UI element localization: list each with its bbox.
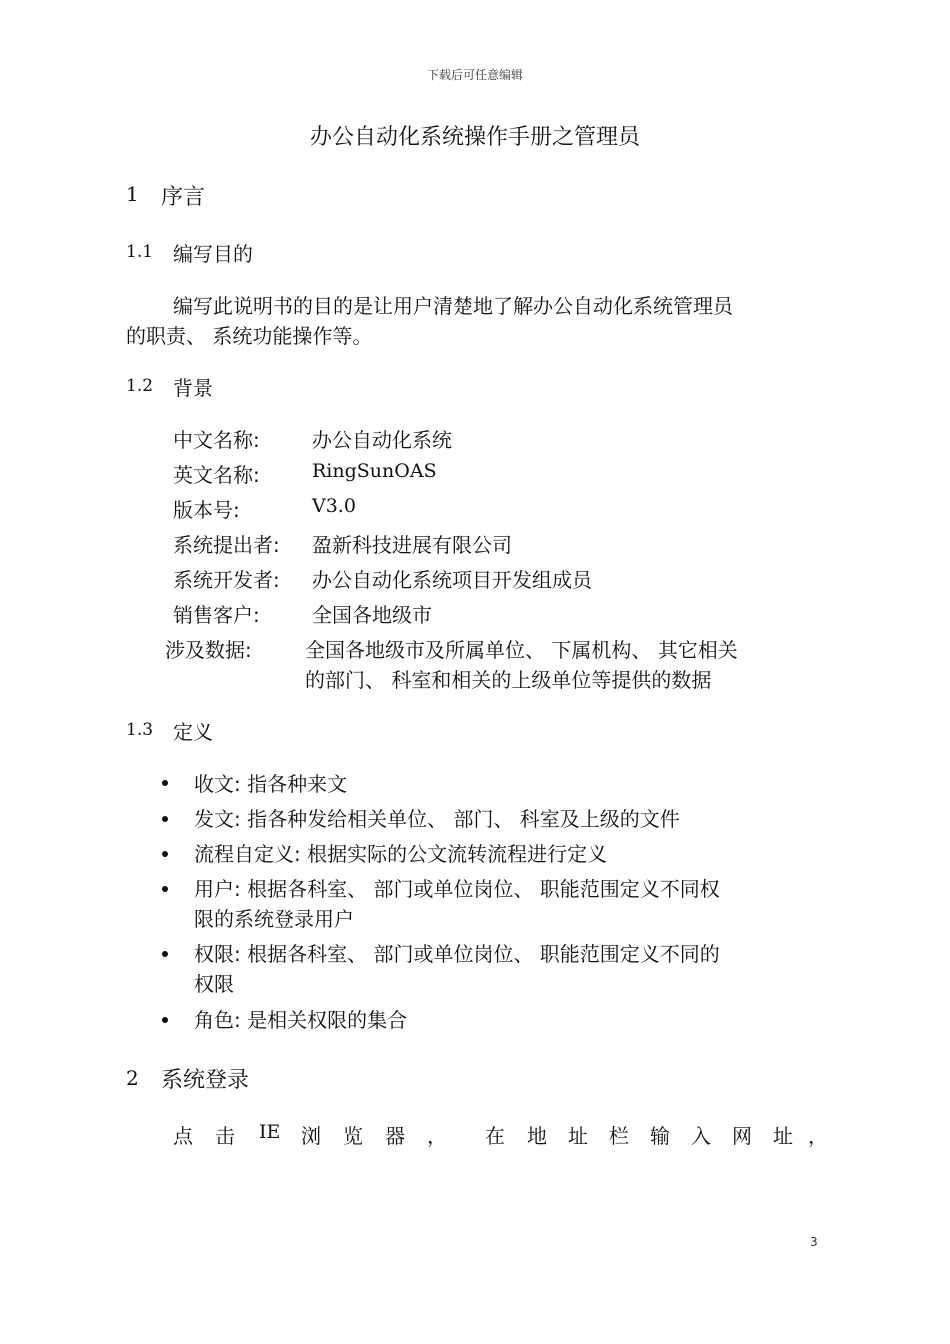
login-instruction-char: 址 — [568, 1124, 588, 1148]
section-1-2-number: 1.2 — [126, 376, 154, 396]
background-label: 系统开发者: — [173, 568, 280, 592]
background-value: 盈新科技进展有限公司 — [312, 533, 512, 557]
header-note: 下载后可任意编辑 — [426, 68, 523, 82]
background-value: 办公自动化系统项目开发组成员 — [312, 568, 592, 592]
data-involved-label: 涉及数据: — [165, 638, 252, 662]
login-instruction-char: 输 — [650, 1124, 670, 1148]
bullet-icon — [162, 816, 168, 822]
login-instruction-char: 览 — [343, 1124, 363, 1148]
bullet-icon — [162, 851, 168, 857]
login-instruction-char: IE — [259, 1121, 281, 1143]
login-instruction-char: 入 — [691, 1124, 711, 1148]
login-instruction-char: 点 — [173, 1124, 193, 1148]
purpose-paragraph-line-1: 编写此说明书的目的是让用户清楚地了解办公自动化系统管理员 — [173, 294, 733, 318]
section-1-3-number: 1.3 — [126, 720, 154, 740]
section-1-2-title: 背景 — [173, 376, 213, 400]
login-instruction-char: 址 — [773, 1124, 793, 1148]
definition-item-continuation: 权限 — [194, 972, 234, 996]
login-instruction-char: 浏 — [301, 1124, 321, 1148]
login-instruction-char: 栏 — [609, 1124, 629, 1148]
purpose-paragraph-line-2: 的职责、 系统功能操作等。 — [126, 324, 373, 348]
definition-item: 角色: 是相关权限的集合 — [194, 1008, 408, 1032]
definition-item: 用户: 根据各科室、 部门或单位岗位、 职能范围定义不同权 — [194, 877, 720, 901]
login-instruction-char: 击 — [215, 1124, 235, 1148]
definition-item-continuation: 限的系统登录用户 — [194, 907, 354, 931]
data-involved-line-2: 的部门、 科室和相关的上级单位等提供的数据 — [305, 668, 712, 692]
document-title: 办公自动化系统操作手册之管理员 — [309, 125, 640, 150]
background-label: 销售客户: — [173, 603, 260, 627]
section-2-number: 2 — [126, 1066, 139, 1090]
section-1-1-title: 编写目的 — [173, 242, 253, 266]
section-1-number: 1 — [126, 182, 139, 206]
login-instruction-char: 器 — [385, 1124, 405, 1148]
background-value: 办公自动化系统 — [312, 428, 452, 452]
background-label: 版本号: — [173, 498, 240, 522]
section-1-1-number: 1.1 — [126, 242, 154, 262]
data-involved-line-1: 全国各地级市及所属单位、 下属机构、 其它相关 — [305, 638, 738, 662]
background-label: 英文名称: — [173, 463, 260, 487]
section-2-title: 系统登录 — [161, 1068, 250, 1093]
background-label: 系统提出者: — [173, 533, 280, 557]
background-value: V3.0 — [312, 495, 356, 517]
login-instruction-char: 地 — [527, 1124, 547, 1148]
login-instruction-char: ， — [808, 1124, 828, 1148]
definition-item: 权限: 根据各科室、 部门或单位岗位、 职能范围定义不同的 — [194, 942, 720, 966]
bullet-icon — [162, 951, 168, 957]
login-instruction-char: 网 — [732, 1124, 752, 1148]
background-value: RingSunOAS — [312, 460, 437, 482]
bullet-icon — [162, 886, 168, 892]
bullet-icon — [162, 1017, 168, 1023]
login-instruction-char: 在 — [485, 1124, 505, 1148]
section-1-3-title: 定义 — [173, 720, 213, 744]
page-number: 3 — [810, 1235, 818, 1249]
bullet-icon — [162, 780, 168, 786]
login-instruction-char: ， — [427, 1124, 447, 1148]
definition-item: 流程自定义: 根据实际的公文流转流程进行定义 — [194, 842, 608, 866]
section-1-title: 序言 — [161, 185, 206, 210]
definition-item: 发文: 指各种发给相关单位、 部门、 科室及上级的文件 — [194, 807, 680, 831]
background-value: 全国各地级市 — [312, 603, 432, 627]
definition-item: 收文: 指各种来文 — [194, 772, 348, 796]
background-label: 中文名称: — [173, 428, 260, 452]
